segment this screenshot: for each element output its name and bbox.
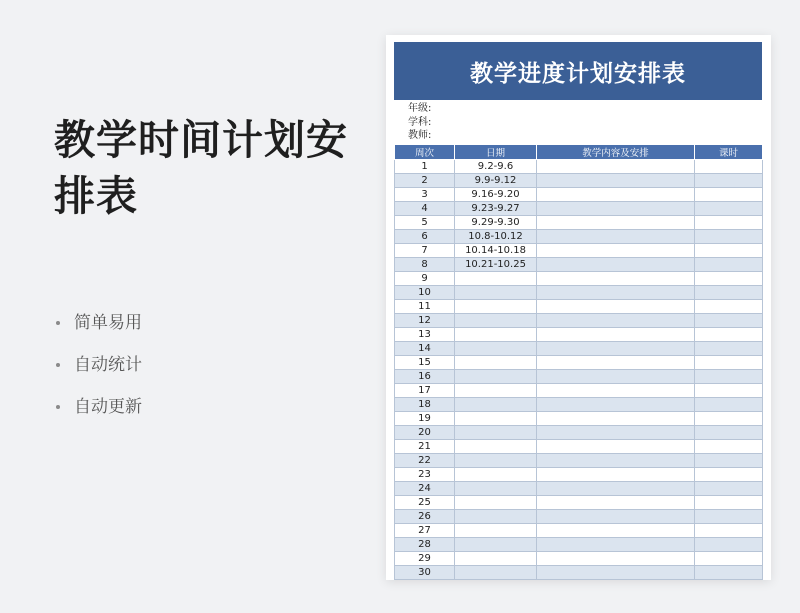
feature-label: 自动更新 bbox=[74, 397, 142, 417]
content-cell bbox=[537, 552, 695, 566]
hours-cell bbox=[695, 216, 763, 230]
content-cell bbox=[537, 482, 695, 496]
sheet-meta bbox=[408, 102, 431, 143]
date-cell bbox=[455, 328, 537, 342]
date-cell bbox=[455, 482, 537, 496]
table-row bbox=[395, 426, 763, 440]
hours-cell bbox=[695, 174, 763, 188]
date-cell bbox=[455, 524, 537, 538]
table-row bbox=[395, 272, 763, 286]
date-cell bbox=[455, 314, 537, 328]
table-row bbox=[395, 244, 763, 258]
content-cell bbox=[537, 258, 695, 272]
table-row bbox=[395, 342, 763, 356]
table-row bbox=[395, 370, 763, 384]
content-cell bbox=[537, 538, 695, 552]
grade-label: 年级: bbox=[408, 103, 432, 114]
table-row bbox=[395, 482, 763, 496]
date-cell: 9.23-9.27 bbox=[455, 202, 537, 216]
week-cell: 17 bbox=[395, 384, 455, 398]
hours-cell bbox=[695, 356, 763, 370]
week-cell: 22 bbox=[395, 454, 455, 468]
hours-cell bbox=[695, 496, 763, 510]
content-cell bbox=[537, 370, 695, 384]
hours-cell bbox=[695, 538, 763, 552]
week-cell: 9 bbox=[395, 272, 455, 286]
hours-cell bbox=[695, 160, 763, 174]
content-cell bbox=[537, 454, 695, 468]
hours-cell bbox=[695, 398, 763, 412]
week-cell: 13 bbox=[395, 328, 455, 342]
date-cell bbox=[455, 538, 537, 552]
content-cell bbox=[537, 440, 695, 454]
date-cell bbox=[455, 566, 537, 580]
hours-cell bbox=[695, 272, 763, 286]
content-cell bbox=[537, 160, 695, 174]
content-cell bbox=[537, 496, 695, 510]
week-cell: 12 bbox=[395, 314, 455, 328]
hours-cell bbox=[695, 300, 763, 314]
table-row bbox=[395, 202, 763, 216]
week-cell: 8 bbox=[395, 258, 455, 272]
table-row bbox=[395, 174, 763, 188]
week-cell: 29 bbox=[395, 552, 455, 566]
table-row bbox=[395, 412, 763, 426]
hours-cell bbox=[695, 426, 763, 440]
week-cell: 30 bbox=[395, 566, 455, 580]
date-cell bbox=[455, 552, 537, 566]
week-cell: 25 bbox=[395, 496, 455, 510]
week-cell: 14 bbox=[395, 342, 455, 356]
content-cell bbox=[537, 202, 695, 216]
week-cell: 10 bbox=[395, 286, 455, 300]
hours-cell bbox=[695, 314, 763, 328]
week-cell: 23 bbox=[395, 468, 455, 482]
hours-cell bbox=[695, 566, 763, 580]
content-cell bbox=[537, 356, 695, 370]
date-cell bbox=[455, 356, 537, 370]
date-cell: 9.2-9.6 bbox=[455, 160, 537, 174]
content-cell bbox=[537, 328, 695, 342]
week-cell: 19 bbox=[395, 412, 455, 426]
week-cell: 3 bbox=[395, 188, 455, 202]
hours-cell bbox=[695, 202, 763, 216]
date-cell: 9.16-9.20 bbox=[455, 188, 537, 202]
week-cell: 21 bbox=[395, 440, 455, 454]
week-cell: 15 bbox=[395, 356, 455, 370]
table-row bbox=[395, 454, 763, 468]
content-cell bbox=[537, 174, 695, 188]
week-cell: 24 bbox=[395, 482, 455, 496]
feature-label: 简单易用 bbox=[74, 313, 142, 333]
week-cell: 5 bbox=[395, 216, 455, 230]
hours-cell bbox=[695, 328, 763, 342]
subject-label: 学科: bbox=[408, 116, 432, 128]
table-row bbox=[395, 510, 763, 524]
date-cell: 10.8-10.12 bbox=[455, 230, 537, 244]
date-cell bbox=[455, 370, 537, 384]
feature-item bbox=[56, 311, 142, 353]
week-cell: 18 bbox=[395, 398, 455, 412]
content-cell bbox=[537, 384, 695, 398]
date-cell bbox=[455, 300, 537, 314]
table-row bbox=[395, 188, 763, 202]
feature-list bbox=[56, 311, 142, 437]
content-cell bbox=[537, 286, 695, 300]
bullet-icon bbox=[56, 321, 60, 325]
week-cell: 26 bbox=[395, 510, 455, 524]
content-cell bbox=[537, 188, 695, 202]
table-row bbox=[395, 552, 763, 566]
week-cell: 27 bbox=[395, 524, 455, 538]
date-cell bbox=[455, 272, 537, 286]
table-header-row bbox=[395, 145, 763, 160]
date-cell: 10.14-10.18 bbox=[455, 244, 537, 258]
table-row bbox=[395, 524, 763, 538]
hours-cell bbox=[695, 524, 763, 538]
date-cell bbox=[455, 454, 537, 468]
week-cell: 20 bbox=[395, 426, 455, 440]
table-row bbox=[395, 566, 763, 580]
hours-cell bbox=[695, 370, 763, 384]
table-row bbox=[395, 538, 763, 552]
spreadsheet-preview bbox=[386, 35, 771, 580]
content-cell bbox=[537, 244, 695, 258]
table-row bbox=[395, 468, 763, 482]
table-row bbox=[395, 398, 763, 412]
date-cell: 9.9-9.12 bbox=[455, 174, 537, 188]
content-cell bbox=[537, 342, 695, 356]
hours-cell bbox=[695, 230, 763, 244]
week-cell: 4 bbox=[395, 202, 455, 216]
week-cell: 11 bbox=[395, 300, 455, 314]
content-cell bbox=[537, 314, 695, 328]
table-row bbox=[395, 440, 763, 454]
column-header: 周次 bbox=[395, 145, 455, 160]
week-cell: 7 bbox=[395, 244, 455, 258]
table-row bbox=[395, 328, 763, 342]
date-cell: 9.29-9.30 bbox=[455, 216, 537, 230]
feature-item bbox=[56, 353, 142, 395]
content-cell bbox=[537, 300, 695, 314]
date-cell bbox=[455, 342, 537, 356]
table-row bbox=[395, 216, 763, 230]
week-cell: 6 bbox=[395, 230, 455, 244]
schedule-table bbox=[394, 144, 763, 580]
column-header: 课时 bbox=[695, 145, 763, 160]
table-row bbox=[395, 258, 763, 272]
date-cell bbox=[455, 384, 537, 398]
content-cell bbox=[537, 398, 695, 412]
date-cell bbox=[455, 398, 537, 412]
week-cell: 28 bbox=[395, 538, 455, 552]
feature-item bbox=[56, 395, 142, 437]
hours-cell bbox=[695, 468, 763, 482]
content-cell bbox=[537, 566, 695, 580]
week-cell: 16 bbox=[395, 370, 455, 384]
content-cell bbox=[537, 272, 695, 286]
column-header: 日期 bbox=[455, 145, 537, 160]
table-row bbox=[395, 496, 763, 510]
table-row bbox=[395, 314, 763, 328]
content-cell bbox=[537, 426, 695, 440]
week-cell: 1 bbox=[395, 160, 455, 174]
table-row bbox=[395, 230, 763, 244]
content-cell bbox=[537, 524, 695, 538]
table-row bbox=[395, 160, 763, 174]
hours-cell bbox=[695, 412, 763, 426]
content-cell bbox=[537, 510, 695, 524]
page-title: 教学时间计划安排表 bbox=[54, 116, 348, 220]
hours-cell bbox=[695, 258, 763, 272]
table-row bbox=[395, 286, 763, 300]
hours-cell bbox=[695, 510, 763, 524]
feature-label: 自动统计 bbox=[74, 355, 142, 375]
date-cell bbox=[455, 426, 537, 440]
hours-cell bbox=[695, 552, 763, 566]
bullet-icon bbox=[56, 363, 60, 367]
sheet-title: 教学进度计划安排表 bbox=[394, 42, 762, 100]
content-cell bbox=[537, 412, 695, 426]
hours-cell bbox=[695, 384, 763, 398]
week-cell: 2 bbox=[395, 174, 455, 188]
teacher-label: 教师: bbox=[408, 130, 432, 141]
hours-cell bbox=[695, 454, 763, 468]
content-cell bbox=[537, 216, 695, 230]
content-cell bbox=[537, 468, 695, 482]
date-cell bbox=[455, 440, 537, 454]
date-cell: 10.21-10.25 bbox=[455, 258, 537, 272]
table-row bbox=[395, 300, 763, 314]
hours-cell bbox=[695, 286, 763, 300]
hours-cell bbox=[695, 188, 763, 202]
date-cell bbox=[455, 286, 537, 300]
table-row bbox=[395, 356, 763, 370]
bullet-icon bbox=[56, 405, 60, 409]
date-cell bbox=[455, 412, 537, 426]
column-header: 教学内容及安排 bbox=[537, 145, 695, 160]
hours-cell bbox=[695, 440, 763, 454]
hours-cell bbox=[695, 482, 763, 496]
table-row bbox=[395, 384, 763, 398]
content-cell bbox=[537, 230, 695, 244]
date-cell bbox=[455, 510, 537, 524]
hours-cell bbox=[695, 342, 763, 356]
date-cell bbox=[455, 468, 537, 482]
hours-cell bbox=[695, 244, 763, 258]
date-cell bbox=[455, 496, 537, 510]
